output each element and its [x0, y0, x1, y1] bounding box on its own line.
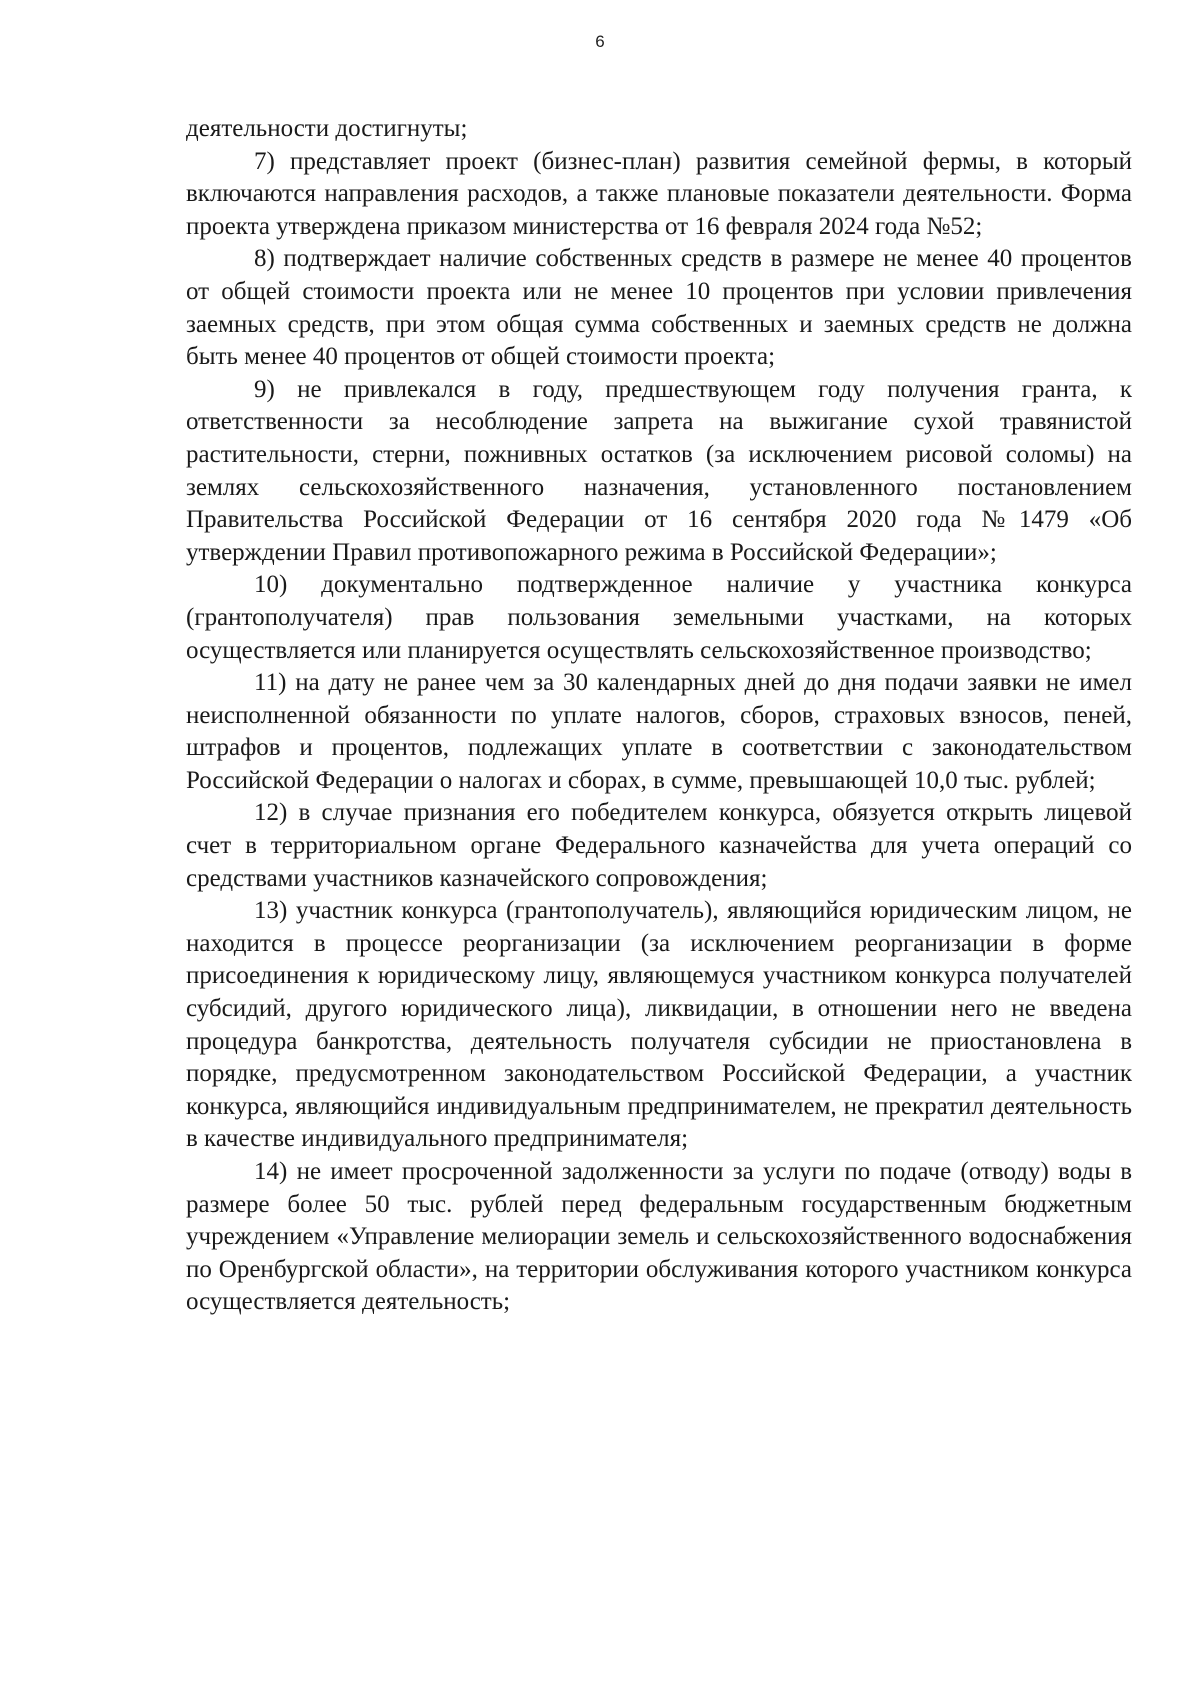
paragraph-item-14: 14) не имеет просроченной задолженности за услуги по подаче (отводу) воды в размере более 50 тыс. рублей перед федеральным государственным бюджетным учреждением «Управление мелиорации земель и сельскохозяйственного водоснабжения по Оренбургской области», на территории обслуживания которого участником конкурса осуществляется деятельность; — [186, 1158, 1132, 1316]
document-body — [186, 113, 1132, 1319]
paragraph-item-10: 10) документально подтвержденное наличие у участника конкурса (грантополучателя) прав пользования земельными участками, на которых осуществляется или планируется осуществлять сельскохозяйственное производство; — [186, 571, 1132, 664]
paragraph-item-9: 9) не привлекался в году, предшествующем году получения гранта, к ответственности за несоблюдение запрета на выжигание сухой травянистой растительности, стерни, пожнивных остатков (за исключением рисовой соломы) на землях сельскохозяйственного назначения, установленного постановлением Правительства Российской Федерации от 16 сентября 2020 года №1479 «Об утверждении Правил противопожарного режима в Российской Федерации»; — [186, 375, 1132, 566]
page-number: 6 — [595, 32, 605, 51]
paragraph-item-13: 13) участник конкурса (грантополучатель), являющийся юридическим лицом, не находится в процессе реорганизации (за исключением реорганизации в форме присоединения к юридическому лицу, являющемуся участником конкурса получателей субсидий, другого юридического лица), ликвидации, в отношении него не введена процедура банкротства, деятельность получателя субсидии не приостановлена в порядке, предусмотренном законодательством Российской Федерации, а участник конкурса, являющийся индивидуальным предпринимателем, не прекратил деятельность в качестве индивидуального предпринимателя; — [186, 897, 1132, 1153]
paragraph-item-12: 12) в случае признания его победителем конкурса, обязуется открыть лицевой счет в территориальном органе Федерального казначейства для учета операций со средствами участников казначейского сопровождения; — [186, 799, 1132, 892]
paragraph-continuation: деятельности достигнуты; — [186, 115, 468, 142]
paragraph-item-8: 8) подтверждает наличие собственных средств в размере не менее 40 процентов от общей стоимости проекта или не менее 10 процентов при условии привлечения заемных средств, при этом общая сумма собственных и заемных средств не должна быть менее 40 процентов от общей стоимости проекта; — [186, 245, 1132, 371]
paragraph-item-11: 11) на дату не ранее чем за 30 календарных дней до дня подачи заявки не имел неисполненной обязанности по уплате налогов, сборов, страховых взносов, пеней, штрафов и процентов, подлежащих уплате в соответствии с законодательством Российской Федерации о налогах и сборах, в сумме, превышающей 10,0 тыс. рублей; — [186, 669, 1132, 794]
paragraph-item-7: 7) представляет проект (бизнес-план) развития семейной фермы, в который включаются направления расходов, а также плановые показатели деятельности. Форма проекта утверждена приказом министерства от 16 февраля 2024 года №52; — [186, 147, 1132, 240]
